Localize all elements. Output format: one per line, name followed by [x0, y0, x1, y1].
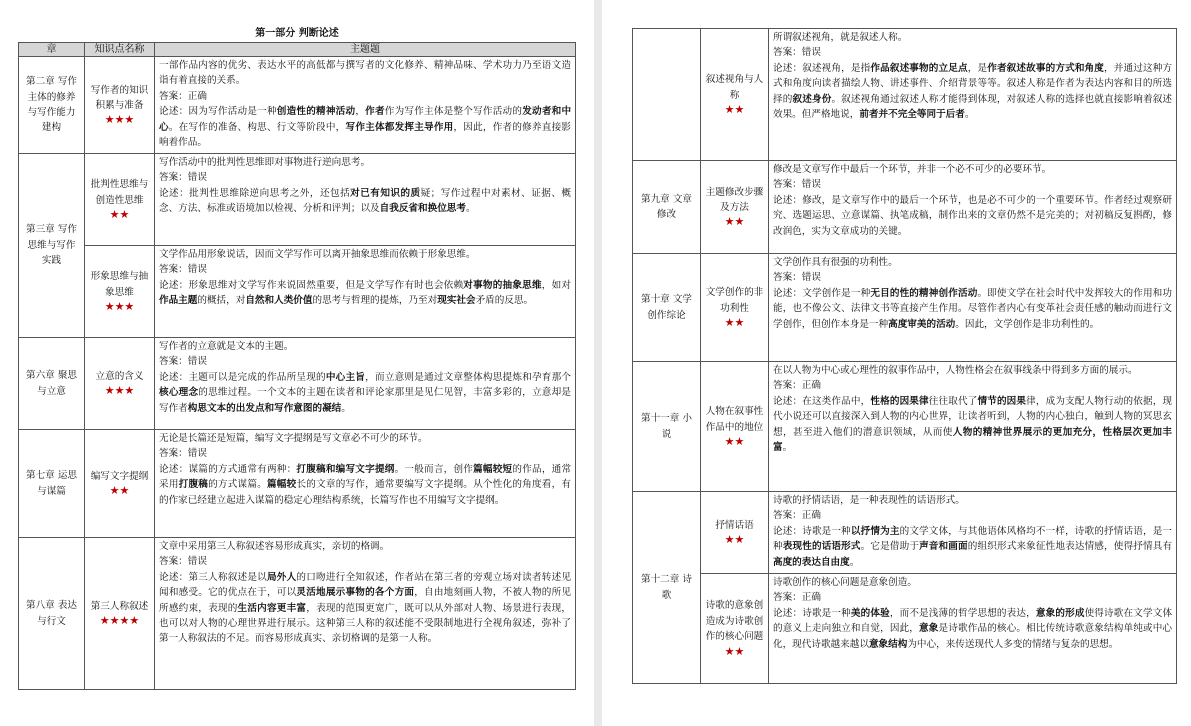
- knowledge-point-cell: [85, 57, 155, 154]
- review-table-left: [18, 42, 576, 690]
- knowledge-point-cell: [701, 492, 769, 574]
- importance-stars: ★★★: [104, 113, 135, 127]
- importance-stars: ★★★: [104, 299, 135, 313]
- topic-cell: [155, 154, 576, 246]
- topic-cell: [155, 338, 576, 430]
- answer-text: 答案：错误: [773, 47, 821, 59]
- statement-text: 写作者的立意就是文本的主题。: [159, 341, 294, 352]
- discussion-text: 论述：诗歌是一种美的体验，而不是浅薄的哲学思想的表达，意象的形成使得诗歌在文学文体的意义上走向独立和自觉，因此，意象是诗歌作品的核心。相比传统诗歌意象结构单纯或中心化，现代诗歌越来越以意象结构为中心，来传送现代人多变的情绪与复杂的思想。: [773, 607, 1173, 650]
- table-row: [19, 246, 576, 338]
- table-row: [633, 492, 1177, 574]
- statement-text: 诗歌创作的核心问题是意象创造。: [773, 577, 917, 588]
- knowledge-point-label: 立意的含义: [95, 370, 144, 382]
- topic-cell: [155, 246, 576, 338]
- chapter-cell: 第三章 写作思维与写作实践: [19, 154, 85, 338]
- table-row: [633, 574, 1177, 684]
- knowledge-point-cell: [701, 254, 769, 362]
- table-row: [19, 154, 576, 246]
- importance-stars: ★★: [724, 533, 745, 547]
- statement-text: 写作活动中的批判性思维即对事物进行逆向思考。: [159, 157, 371, 168]
- knowledge-point-cell: [701, 574, 769, 684]
- discussion-text: 论述：叙述视角，是指作品叙述事物的立足点，是作者叙述故事的方式和角度，并通过这种方式和角度向读者描绘人物、讲述事件、介绍背景等等。叙述人称是作者为表达内容和目的所选择的叙述身份。叙述视角通过叙述人称才能得到体现，对叙述人称的选择也就直接影响着叙述效果。但严格地说，前者并不完全等同于后者。: [773, 62, 1173, 121]
- answer-text: 答案：正确: [773, 380, 821, 392]
- statement-text: 文章中采用第三人称叙述容易形成真实，亲切的格调。: [159, 541, 390, 552]
- discussion-text: 论述：诗歌是一种以抒情为主的文学文体，与其他语体风格均不一样，诗歌的抒情话语，是一种表现性的话语形式。它是借助于声音和画面的组织形式来象征性地表达情感，使得抒情具有高度的表达自由度。: [773, 525, 1173, 568]
- topic-cell: [769, 492, 1177, 574]
- statement-text: 一部作品内容的优劣、表达水平的高低都与撰写者的文化修养、精神品味、学术功力乃至语文造诣有着直接的关系。: [159, 60, 571, 87]
- chapter-cell: 第十一章 小说: [633, 362, 701, 492]
- table-header-row: [19, 43, 576, 57]
- document-title: 第一部分 判断论述: [255, 28, 339, 39]
- importance-stars: ★★: [109, 484, 130, 498]
- statement-text: 文学作品用形象说话，因而文学写作可以离开抽象思维而依赖于形象思维。: [159, 249, 476, 260]
- importance-stars: ★★★★: [99, 614, 140, 628]
- topic-cell: [769, 574, 1177, 684]
- answer-text: 答案：错误: [773, 272, 821, 284]
- knowledge-point-cell: [701, 161, 769, 254]
- page-left: [0, 0, 594, 726]
- header-knowledge-point: 知识点名称: [85, 43, 155, 57]
- knowledge-point-cell: [85, 246, 155, 338]
- knowledge-point-cell: [85, 338, 155, 430]
- importance-stars: ★★: [724, 102, 745, 116]
- knowledge-point-label: 写作者的知识积累与准备: [90, 84, 149, 111]
- table-row: [19, 338, 576, 430]
- answer-text: 答案：错误: [159, 556, 207, 568]
- chapter-cell: 第八章 表达与行文: [19, 538, 85, 690]
- knowledge-point-label: 诗歌的意象创造成为诗歌创作的核心问题: [705, 600, 764, 643]
- discussion-text: 论述：谋篇的方式通常有两种：打腹稿和编写文字提纲。一般而言，创作篇幅较短的作品，通常采用打腹稿的方式谋篇。篇幅较长的文章的写作，通常要编写文字提纲。从个性化的角度看，有的作家已经建立起进入谋篇的稳定心理结构系统，长篇写作也不用编写文字提纲。: [159, 463, 572, 506]
- discussion-text: 论述：文学创作是一种无目的性的精神创作活动。即使文学在社会时代中发挥较大的作用和功能，也不像公文、法律文书等直接产生作用。尽管作者内心有变革社会责任感的触动而进行文学创作，但创作本身是一种高度审美的活动。因此，文学创作是非功利性的。: [773, 287, 1173, 330]
- table-row: [633, 362, 1177, 492]
- topic-cell: [155, 538, 576, 690]
- knowledge-point-label: 批判性思维与创造性思维: [90, 179, 149, 206]
- statement-text: 在以人物为中心或心理性的叙事作品中，人物性格会在叙事线条中得到多方面的展示。: [773, 365, 1138, 376]
- knowledge-point-label: 人物在叙事性作品中的地位: [705, 406, 764, 433]
- knowledge-point-label: 叙述视角与人称: [705, 74, 764, 101]
- knowledge-point-label: 编写文字提纲: [90, 470, 149, 482]
- importance-stars: ★★: [724, 315, 745, 329]
- topic-cell: [155, 57, 576, 154]
- knowledge-point-cell: [701, 29, 769, 161]
- review-table-right: [632, 28, 1177, 684]
- table-row: [633, 29, 1177, 161]
- knowledge-point-cell: [85, 430, 155, 538]
- table-row: [19, 430, 576, 538]
- topic-cell: [155, 430, 576, 538]
- chapter-cell: 第六章 聚思与立意: [19, 338, 85, 430]
- header-chapter: 章: [19, 43, 85, 57]
- importance-stars: ★★: [724, 644, 745, 658]
- knowledge-point-label: 形象思维与抽象思维: [90, 271, 149, 298]
- topic-cell: [769, 362, 1177, 492]
- answer-text: 答案：错误: [773, 179, 821, 191]
- discussion-text: 论述：修改，是文章写作中的最后一个环节，也是必不可少的一个重要环节。作者经过观察研究、选题运思、立意谋篇、执笔成稿，制作出来的文章仍然不是完美的；对初稿反复斟酌，修改润色，实为文章成功的关键。: [773, 194, 1172, 237]
- chapter-cell: 第九章 文章修改: [633, 161, 701, 254]
- page-right: [602, 0, 1191, 726]
- statement-text: 无论是长篇还是短篇，编写文字提纲是写文章必不可少的环节。: [159, 433, 428, 444]
- answer-text: 答案：正确: [773, 510, 821, 522]
- discussion-text: 论述：批判性思维除逆向思考之外，还包括对已有知识的质疑；写作过程中对素材、证据、概念、方法、标准或语境加以检视、分析和评判；以及自我反省和换位思考。: [159, 187, 572, 215]
- statement-text: 诗歌的抒情话语，是一种表现性的话语形式。: [773, 495, 965, 506]
- knowledge-point-cell: [701, 362, 769, 492]
- discussion-text: 论述：形象思维对文学写作来说固然重要，但是文学写作有时也会依赖对事物的抽象思维，如对作品主题的概括，对自然和人类价值的思考与哲理的提炼，乃至对现实社会矛盾的反思。: [159, 279, 572, 307]
- importance-stars: ★★: [724, 215, 745, 229]
- topic-cell: [769, 161, 1177, 254]
- table-row: [19, 57, 576, 154]
- answer-text: 答案：正确: [773, 592, 821, 604]
- knowledge-point-label: 第三人称叙述: [90, 600, 149, 612]
- discussion-text: 论述：第三人称叙述是以局外人的口吻进行全知叙述，作者站在第三者的旁观立场对读者转述见闻和感受。它的优点在于，可以灵活地展示事物的各个方面，自由地刻画人物，不被人物的所见所感约束，表现的生活内容更丰富，表现的范围更宽广，既可以从外部对人物、场景进行表现，也可以对人物的心理世界进行展示。这种第三人称的叙述能不受限制地进行全视角叙述，弥补了第一人称叙法的不足。而容易形成真实、亲切格调的是第一人称。: [159, 571, 572, 645]
- header-topic: 主题题: [155, 43, 576, 57]
- importance-stars: ★★: [724, 434, 745, 448]
- statement-text: 所谓叙述视角，就是叙述人称。: [773, 32, 908, 43]
- chapter-cell: 第七章 运思与谋篇: [19, 430, 85, 538]
- knowledge-point-label: 抒情话语: [715, 519, 754, 531]
- chapter-cell: 第十章 文学创作综论: [633, 254, 701, 362]
- answer-text: 答案：错误: [159, 172, 207, 184]
- answer-text: 答案：错误: [159, 356, 207, 368]
- answer-text: 答案：错误: [159, 264, 207, 276]
- topic-cell: [769, 29, 1177, 161]
- table-row: [19, 538, 576, 690]
- answer-text: 答案：正确: [159, 90, 207, 102]
- statement-text: 文学创作具有很强的功利性。: [773, 257, 898, 268]
- knowledge-point-cell: [85, 154, 155, 246]
- topic-cell: [769, 254, 1177, 362]
- chapter-cell: 第十二章 诗歌: [633, 492, 701, 684]
- importance-stars: ★★: [109, 207, 130, 221]
- knowledge-point-label: 主题修改步骤及方法: [705, 186, 764, 213]
- discussion-text: 论述：在这类作品中，性格的因果律往往取代了情节的因果律，成为支配人物行动的依据，现代小说还可以直接深入到人物的内心世界，让读者听到，人物的内心独白，触到人物的冥思玄想，甚至进入他们的潜意识领域，从而使人物的精神世界展示的更加充分，性格层次更加丰富。: [773, 395, 1173, 454]
- answer-text: 答案：错误: [159, 448, 207, 460]
- table-row: [633, 254, 1177, 362]
- knowledge-point-label: 文学创作的非功利性: [705, 287, 764, 314]
- chapter-cell: 第二章 写作主体的修养与写作能力建构: [19, 57, 85, 154]
- table-row: [633, 161, 1177, 254]
- discussion-text: 论述：因为写作活动是一种创造性的精神活动，作者作为写作主体是整个写作活动的发动者和中心。在写作的准备、构思、行文等阶段中，写作主体都发挥主导作用，因此，作者的修养直接影响着作品。: [159, 106, 572, 149]
- statement-text: 修改是文章写作中最后一个环节，并非一个必不可少的必要环节。: [773, 164, 1052, 175]
- knowledge-point-cell: [85, 538, 155, 690]
- discussion-text: 论述：主题可以是完成的作品所呈现的中心主旨，而立意则是通过文章整体构思提炼和孕育那个核心理念的思维过程。一个文本的主题在读者和评论家那里是见仁见智，丰富多彩的，立意却是写作者构思文本的出发点和写作意图的凝结。: [159, 371, 572, 414]
- importance-stars: ★★★: [104, 384, 135, 398]
- chapter-cell: [633, 29, 701, 161]
